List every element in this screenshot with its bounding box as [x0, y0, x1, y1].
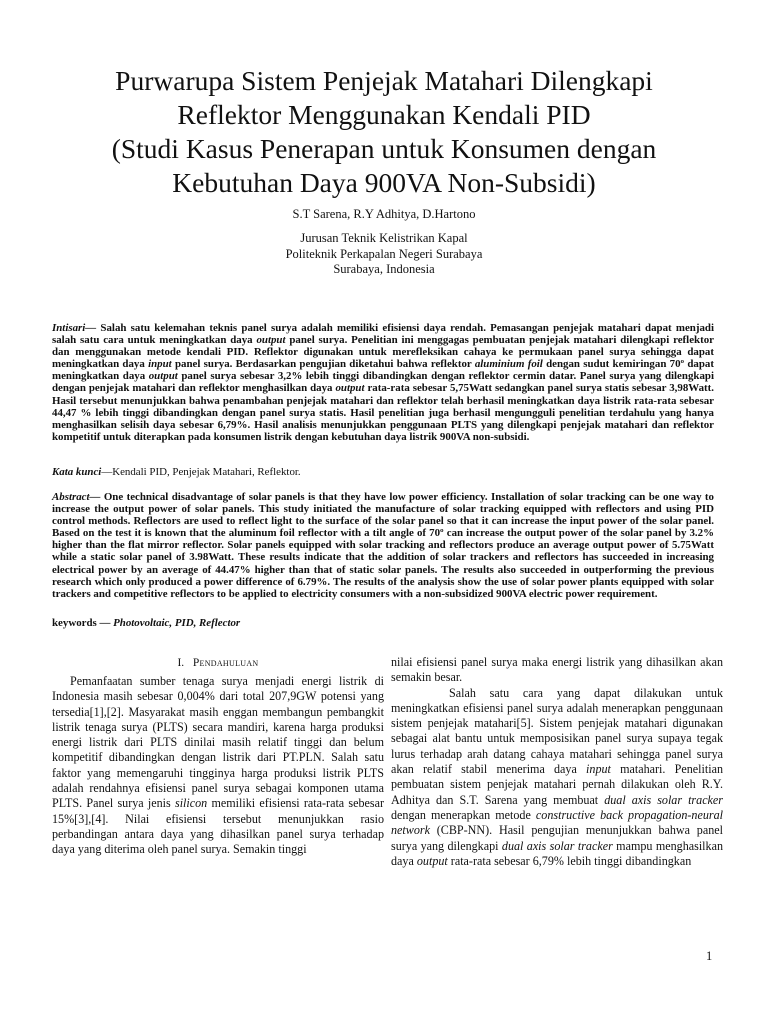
left-column	[52, 656, 384, 858]
intisari-em: aluminium foil	[474, 358, 543, 371]
body-paragraph	[52, 674, 384, 858]
abstract-paragraph	[52, 491, 714, 600]
intisari-text: panel surya sebesar 3,2% lebih tinggi dibandingkan dengan reflektor cermin datar. Panel surya yang dilengkapi dengan penjejak matahari dan reflektor menghasilkan daya	[52, 370, 714, 395]
abstract-text: One technical disadvantage of solar panels is that they have low power efficiency. Installation of solar tracking can be one way to increase the output power of solar panels. This study initiated the manufacture of solar tracking equipped with reflectors and using PID control methods. Reflectors are used to reflect light to the surface of the solar panel so that it can increase the input power of the solar panel. Based on the test it is known that the aluminum foil reflector with a tilt angle of 70º can increase the output power of the solar panel by 3.2% higher than the flat mirror reflector. Solar panels equipped with solar tracking and reflectors produce an average output power of 5.75Watt while a static solar panel of 3.98Watt. These results indicate that the addition of solar trackers and reflectors has succeeded in increasing electrical power by an average of 44.47% higher than that of static solar panels. The results also succeeded in outperforming the previous research which only produced a power difference of 6.79%. The results of the analysis show the use of solar power plants equipped with solar trackers and competitive reflectors to be applied to electricity consumers with a non-subsidized 900VA electric power requirement.	[52, 491, 714, 600]
title-line: Purwarupa Sistem Penjejak Matahari Dilengkapi	[115, 65, 653, 96]
intisari-em: input	[148, 358, 172, 371]
intisari-text: Salah satu kelemahan teknis panel surya adalah memiliki efisiensi daya rendah. Pemasangan penjejak matahari dapat menjadi salah satu cara untuk meningkatkan daya	[52, 322, 714, 347]
section-heading	[52, 656, 384, 671]
body-text: mampu menghasilkan daya	[391, 838, 723, 868]
intisari-em: output	[335, 382, 365, 395]
page-number: 1	[706, 949, 713, 963]
right-column	[391, 655, 723, 869]
title-line: Kebutuhan Daya 900VA Non-Subsidi)	[172, 167, 596, 198]
keywords	[52, 617, 714, 629]
affiliation-line: Jurusan Teknik Kelistrikan Kapal	[300, 231, 468, 245]
body-text: dengan menerapkan metode	[391, 807, 536, 822]
keywords-text: Photovoltaic, PID, Reflector	[113, 617, 241, 629]
title-line: Reflektor Menggunakan Kendali PID	[177, 99, 591, 130]
body-paragraph: nilai efisiensi panel surya maka energi listrik yang dihasilkan akan semakin besar.	[391, 655, 723, 685]
intisari-text: panel surya. Berdasarkan pengujian diketahui bahwa reflektor	[171, 358, 475, 371]
intisari-em: output	[256, 334, 286, 347]
authors: S.T Sarena, R.Y Adhitya, D.Hartono	[292, 207, 476, 221]
intisari-text: rata-rata sebesar 5,75Watt sedangkan panel surya statis sebesar 3,98Watt. Hasil tersebut menunjukkan bahwa penambahan penjejak matahari dan reflektor telah berhasil meningkatkan daya listrik rata-rata sebesar 44,47 % lebih tinggi dibandingkan dengan panel surya statis. Hasil penelitian juga berhasil mengungguli penelitian terdahulu yang hanya menghasilkan selisih daya sebesar 6,79%. Hasil analisis menunjukkan penggunaan PLTS yang dilengkapi penjejak matahari dan reflektor kompetitif untuk diterapkan pada konsumen listrik dengan kebutuhan daya listrik 900VA non-subsidi.	[52, 382, 714, 443]
body-em: silicon	[174, 796, 208, 811]
paper-title	[40, 64, 728, 200]
body-text: Pemanfaatan sumber tenaga surya menjadi energi listrik di Indonesia masih sebesar 0,004% dari total 207,9GW potensi yang tersedia[1],[2]. Masyarakat masih enggan membangun pembangkit listrik tenaga surya (PLTS) secara mandiri, karena harga produksi energi listrik dari PLTS dinilai masih relatif tinggi dan belum kompetitif dibandingkan dengan listrik dari PT.PLN. Salah satu faktor yang memengaruhi tingginya harga produksi listrik PLTS adalah rendahnya efisiensi panel surya sebagai komponen utama PLTS. Panel surya jenis	[52, 674, 384, 811]
body-paragraph	[391, 686, 723, 870]
intisari-text: panel surya. Penelitian ini menggagas pembuatan penjejak matahari dilengkapi reflektor dan menggunakan metode kendali PID. Reflektor digunakan untuk merefleksikan cahaya ke permukaan panel surya sehingga dapat meningkatkan daya	[52, 334, 714, 371]
affiliation-line: Politeknik Perkapalan Negeri Surabaya	[285, 246, 483, 261]
body-em: dual axis solar tracker	[604, 792, 723, 807]
kata-kunci-label: Kata kunci	[52, 466, 102, 478]
body-em: input	[586, 762, 611, 777]
section-number: I.	[177, 657, 185, 669]
body-text: memiliki efisiensi rata-rata sebesar 15%[3],[4]. Nilai efisiensi tersebut menunjukkan rasio perbandingan antara daya yang dihasilkan panel surya terhadap daya yang diterima oleh panel surya. Semakin tinggi	[52, 796, 384, 857]
kata-kunci	[52, 466, 714, 478]
title-line: (Studi Kasus Penerapan untuk Konsumen dengan	[111, 133, 657, 164]
body-text: (CBP-NN). Hasil pengujian menunjukkan bahwa panel surya yang dilengkapi	[391, 823, 723, 853]
intisari-label: Intisari—	[52, 322, 97, 334]
kata-kunci-text: —Kendali PID, Penjejak Matahari, Reflektor.	[101, 466, 301, 478]
affiliation	[0, 231, 768, 278]
intisari-paragraph	[52, 322, 714, 443]
body-text: Salah satu cara yang dapat dilakukan untuk meningkatkan efisiensi panel surya adalah menerapkan penggunaan sistem penjejak matahari[5]. Sistem penjejak matahari digunakan sebagai alat bantu untuk memposisikan panel surya supaya tegak lurus terhadap arah datang cahaya matahari sehingga panel surya akan relatif stabil menerima daya	[391, 685, 723, 777]
body-em: dual axis solar tracker	[501, 838, 613, 853]
affiliation-line: Surabaya, Indonesia	[333, 262, 435, 276]
body-text: matahari. Penelitian pembuatan sistem penjejak matahari pernah dilakukan oleh R.Y. Adhitya dan S.T. Sarena yang membuat	[391, 762, 723, 807]
body-em: constructive back propagation-neural network	[391, 807, 724, 838]
abstract-label: Abstract—	[52, 491, 101, 503]
section-title: Pendahuluan	[192, 657, 259, 669]
keywords-label: keywords —	[52, 617, 114, 629]
body-em: output	[416, 853, 448, 868]
intisari-em: output	[148, 370, 178, 383]
body-text: rata-rata sebesar 6,79% lebih tinggi dibandingkan	[447, 853, 692, 868]
intisari-text: dengan sudut kemiringan 70º dapat meningkatkan daya	[52, 358, 714, 383]
